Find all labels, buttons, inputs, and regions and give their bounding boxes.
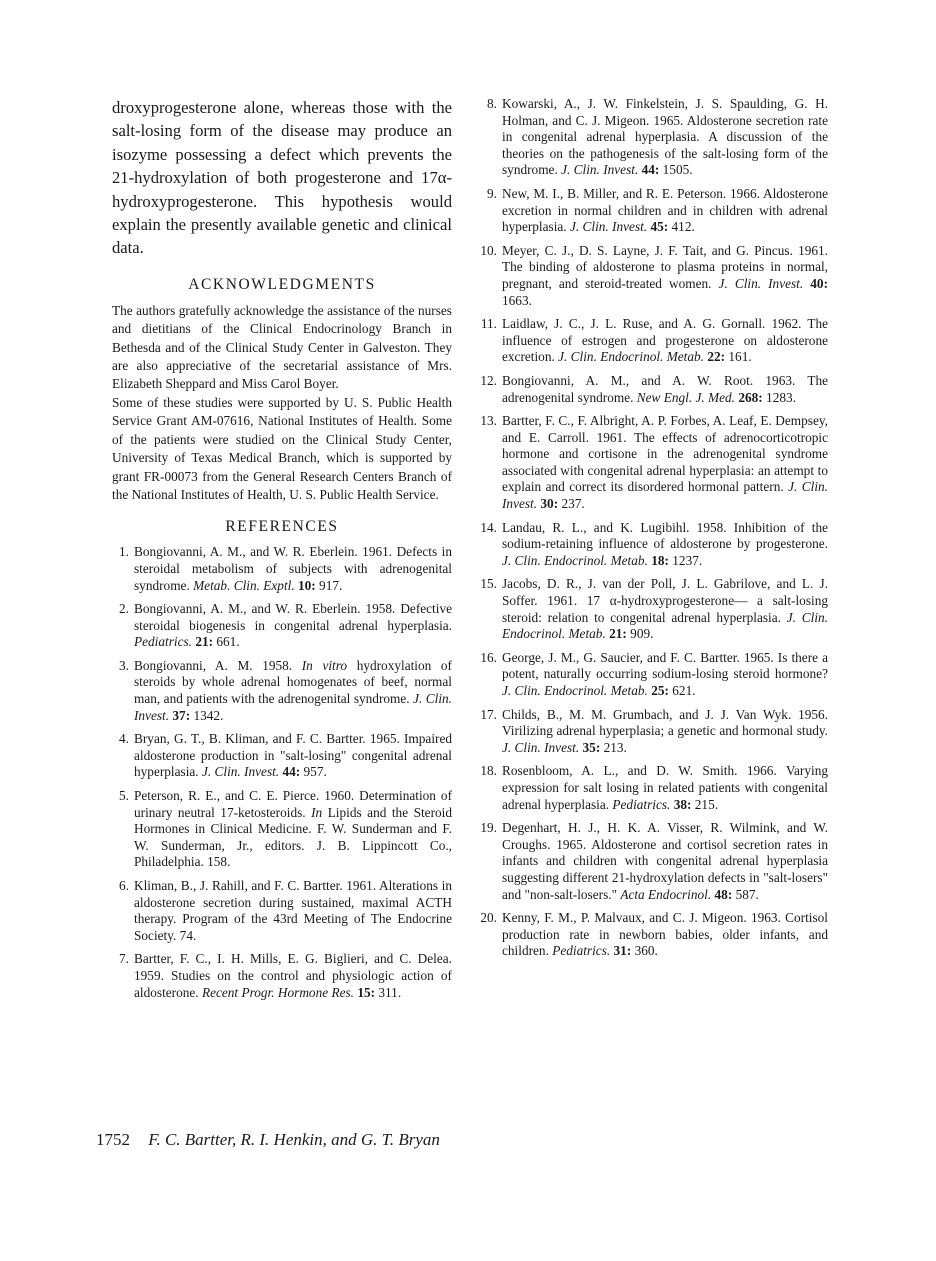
reference-text: Degenhart, H. J., H. K. A. Visser, R. Wilmink, and W. Croughs. 1965. Aldosterone and cortisol secretion rates in infants and children with congenital adrenal hyperplasia suggesting different 21-hydroxylation defects in "salt-losers" and "non-salt-losers." xyxy=(502,820,828,902)
reference-journal: J. Clin. Invest. xyxy=(569,219,648,235)
reference-number: 16 . xyxy=(476,650,497,667)
right-column xyxy=(476,96,828,967)
reference-text: Bryan, G. T., B. Kliman, and F. C. Bartter. 1965. Impaired aldosterone production in "salt-losing" congenital adrenal hyperplasia. xyxy=(134,731,452,780)
reference-journal: Recent Progr. Hormone Res. xyxy=(201,984,354,1000)
reference-item xyxy=(112,658,452,724)
reference-list-left xyxy=(112,544,452,1001)
reference-volume: 18: xyxy=(651,552,669,568)
reference-item xyxy=(476,243,828,309)
reference-item xyxy=(112,731,452,781)
acknowledgments-paragraph-2: Some of these studies were supported by U. S. Public Health Service Grant AM-07616, National Institutes of Health. Some of the patients were studied on the Clinical Study Center, University of Texas Medical Branch, which is supported by grant FR-00073 from the General Research Centers Branch of the National Institutes of Health, U. S. Public Health Service. xyxy=(112,394,452,502)
running-authors: F. C. Bartter, R. I. Henkin, and G. T. Bryan xyxy=(148,1130,440,1149)
reference-pages: 1342. xyxy=(193,707,224,723)
reference-pages: 1505. xyxy=(662,162,693,178)
acknowledgments-heading: ACKNOWLEDGMENTS xyxy=(188,275,376,293)
reference-number: 3 . xyxy=(112,658,129,675)
reference-text: Kliman, B., J. Rahill, and F. C. Bartter. 1961. Alterations in aldosterone secretion during sustained, maximal ACTH therapy. Program of the 43rd Meeting of The Endocrine Society. 74. xyxy=(134,878,452,943)
reference-text: Landau, R. L., and K. Lugibihl. 1958. Inhibition of the sodium-retaining influence of aldosterone by progesterone. xyxy=(502,519,828,552)
reference-pages: 1283. xyxy=(766,389,796,405)
reference-text: hydroxylation of steroids by whole adrenal homogenates of beef, normal man, and patients with the adrenogenital syndrome. xyxy=(134,657,452,707)
reference-pages: 360. xyxy=(634,943,658,959)
reference-volume: 268: xyxy=(738,389,763,405)
body-paragraph: droxyprogesterone alone, whereas those with the salt-losing form of the disease may produce an isozyme possessing a defect which prevents the 21-hydroxylation of both progesterone and 17α-hydroxyprogesterone. This hypothesis would explain the presently available genetic and clinical data. xyxy=(112,98,452,258)
reference-number: 1 . xyxy=(112,544,129,561)
reference-number: 8 . xyxy=(476,96,497,113)
reference-volume: 31: xyxy=(613,943,632,959)
reference-journal: J. Clin. Endocrinol. Metab. xyxy=(502,552,648,568)
reference-text: New, M. I., B. Miller, and R. E. Peterson. 1966. Aldosterone excretion in normal children and in children with adrenal hyperplasia. xyxy=(502,185,828,235)
reference-list-right xyxy=(476,96,828,960)
reference-journal: Metab. Clin. Exptl. xyxy=(193,577,295,593)
reference-text: Bongiovanni, A. M., and W. R. Eberlein. 1961. Defects in steroidal metabolism of subjects with adrenogenital syndrome. xyxy=(134,544,452,593)
reference-volume: 44: xyxy=(641,162,660,178)
reference-item xyxy=(476,820,828,903)
reference-number: 14 . xyxy=(476,520,497,537)
reference-number: 2 . xyxy=(112,601,129,618)
reference-number: 7 . xyxy=(112,951,129,968)
reference-text: Bongiovanni, A. M., and A. W. Root. 1963. The adrenogenital syndrome. xyxy=(502,372,828,405)
reference-text: Jacobs, D. R., J. van der Poll, J. L. Gabrilove, and L. J. Soffer. 1961. 17 α-hydroxyprogesterone— a salt-losing steroid: relation to congenital adrenal hyperplasia. xyxy=(502,576,828,625)
reference-pages: 311. xyxy=(378,984,402,1000)
reference-item xyxy=(476,520,828,570)
reference-item xyxy=(112,788,452,871)
reference-pages: 957. xyxy=(303,764,327,780)
reference-item xyxy=(476,763,828,813)
reference-text: Bartter, F. C., I. H. Mills, E. G. Biglieri, and C. Delea. 1959. Studies on the control and physiologic action of aldosterone. xyxy=(134,951,452,1000)
reference-item xyxy=(476,910,828,960)
reference-text: Meyer, C. J., D. S. Layne, J. F. Tait, and G. Pincus. 1961. The binding of aldosterone to plasma proteins in normal, pregnant, and steroid-treated women. xyxy=(502,242,828,291)
reference-volume: 21: xyxy=(609,626,627,642)
reference-journal: Pediatrics. xyxy=(134,634,192,650)
reference-item xyxy=(112,951,452,1001)
reference-volume: 22: xyxy=(707,349,726,365)
reference-volume: 10: xyxy=(297,577,316,593)
reference-journal: Acta Endocrinol. xyxy=(620,886,712,902)
reference-number: 4 . xyxy=(112,731,129,748)
reference-number: 12 . xyxy=(476,373,497,390)
reference-journal: J. Clin. Endocrinol. Metab. xyxy=(558,349,705,365)
reference-volume: 21: xyxy=(195,634,214,650)
left-column xyxy=(112,96,452,1008)
reference-number: 10 . xyxy=(476,243,497,260)
reference-item xyxy=(112,601,452,651)
reference-journal: J. Clin. Invest. xyxy=(502,739,580,755)
reference-pages: 1237. xyxy=(672,552,703,568)
reference-item xyxy=(476,373,828,406)
reference-lead-text: Peterson, R. E., and C. E. Pierce. 1960. Determination of urinary neutral 17-ketosteroids. xyxy=(134,788,452,820)
reference-text: Childs, B., M. M. Grumbach, and J. J. Van Wyk. 1956. Virilizing adrenal hyperplasia; a genetic and hormonal study. xyxy=(502,706,828,739)
reference-text: Lipids and the Steroid Hormones in Clinical Medicine. F. W. Sunderman and F. W. Sunderman, Jr., editors. J. B. Lippincott Co., Philadelphia. 158. xyxy=(134,804,452,870)
page-footer xyxy=(96,1130,440,1150)
reference-number: 11 . xyxy=(476,316,497,333)
reference-item xyxy=(476,316,828,366)
reference-volume: 45: xyxy=(650,219,669,235)
reference-pages: 587. xyxy=(735,886,759,902)
reference-journal: Pediatrics. xyxy=(612,796,671,812)
reference-journal: Pediatrics. xyxy=(552,943,611,959)
reference-italic-term: In xyxy=(311,804,323,820)
reference-item xyxy=(476,186,828,236)
reference-text: Bartter, F. C., F. Albright, A. P. Forbes, A. Leaf, E. Dempsey, and E. Carroll. 1961. The effects of adrenocorticotropic hormone and cortisone in the adrenogenital syndrome associated with congenital adrenal hyperplasia: an attempt to explain and correct its disordered hormonal pattern. xyxy=(502,413,828,495)
reference-volume: 40: xyxy=(810,275,828,291)
reference-volume: 37: xyxy=(172,707,191,723)
reference-number: 6 . xyxy=(112,878,129,895)
reference-volume: 15: xyxy=(357,984,376,1000)
reference-pages: 213. xyxy=(603,739,627,755)
reference-item xyxy=(476,413,828,513)
reference-pages: 237. xyxy=(561,496,585,512)
reference-number: 9 . xyxy=(476,186,497,203)
reference-lead-text: Bongiovanni, A. M. 1958. xyxy=(134,657,293,673)
reference-volume: 35: xyxy=(582,739,601,755)
reference-item xyxy=(476,650,828,700)
reference-item xyxy=(476,576,828,642)
reference-item xyxy=(112,544,452,594)
reference-journal: J. Clin. Invest. xyxy=(201,764,280,780)
reference-pages: 412. xyxy=(671,219,695,235)
reference-volume: 30: xyxy=(540,496,559,512)
reference-italic-term: In vitro xyxy=(301,657,348,673)
reference-text: Kowarski, A., J. W. Finkelstein, J. S. Spaulding, G. H. Holman, and C. J. Migeon. 1965. Aldosterone secretion rate in congenital adrenal hyperplasia. A discussion of the theories on the pathogenesis of the salt-losing form of the syndrome. xyxy=(502,96,828,178)
reference-volume: 38: xyxy=(673,796,692,812)
reference-pages: 1663. xyxy=(502,292,532,308)
reference-journal: J. Clin. Invest. xyxy=(561,162,639,178)
reference-number: 19 . xyxy=(476,820,497,837)
reference-item xyxy=(112,878,452,944)
reference-pages: 917. xyxy=(319,577,343,593)
reference-journal: J. Clin. Invest. xyxy=(134,691,453,723)
reference-number: 17 . xyxy=(476,707,497,724)
page-number: 1752 xyxy=(96,1130,130,1149)
reference-pages: 661. xyxy=(216,634,240,650)
reference-volume: 48: xyxy=(714,886,733,902)
reference-pages: 161. xyxy=(728,349,752,365)
reference-journal: J. Clin. Invest. xyxy=(718,275,804,291)
reference-volume: 25: xyxy=(651,683,669,698)
references-heading: REFERENCES xyxy=(225,518,339,536)
reference-number: 15 . xyxy=(476,576,497,593)
reference-number: 18 . xyxy=(476,763,497,780)
reference-journal: J. Clin. Endocrinol. Metab. xyxy=(502,609,828,642)
reference-journal: J. Clin. Invest. xyxy=(502,479,829,512)
reference-text: George, J. M., G. Saucier, and F. C. Bartter. 1965. Is there a potent, naturally occurring sodium-losing steroid hormone? xyxy=(502,649,828,682)
reference-number: 13 . xyxy=(476,413,497,430)
reference-pages: 621. xyxy=(672,683,696,698)
reference-item xyxy=(476,707,828,757)
reference-pages: 909. xyxy=(630,626,654,642)
acknowledgments-paragraph-1: The authors gratefully acknowledge the assistance of the nurses and dietitians of the Clinical Endocrinology Branch in Bethesda and of the Clinical Study Center in Galveston. They are also appreciative of the secretarial assistance of Mrs. Elizabeth Sheppard and Miss Carol Boyer. xyxy=(112,302,452,392)
reference-volume: 44: xyxy=(282,764,301,780)
reference-text: Laidlaw, J. C., J. L. Ruse, and A. G. Gornall. 1962. The influence of estrogen and progesterone on aldosterone excretion. xyxy=(502,316,828,365)
reference-number: 5 . xyxy=(112,788,129,805)
reference-text: Kenny, F. M., P. Malvaux, and C. J. Migeon. 1963. Cortisol production rate in newborn babies, older infants, and children. xyxy=(502,910,828,959)
reference-item xyxy=(476,96,828,179)
reference-journal: J. Clin. Endocrinol. Metab. xyxy=(502,683,648,698)
reference-journal: New Engl. J. Med. xyxy=(636,389,736,405)
reference-text: Bongiovanni, A. M., and W. R. Eberlein. 1958. Defective steroidal biogenesis in congenital adrenal hyperplasia. xyxy=(134,601,452,633)
reference-text: Rosenbloom, A. L., and D. W. Smith. 1966. Varying expression for salt losing in related patients with congenital adrenal hyperplasia. xyxy=(502,763,828,812)
reference-pages: 215. xyxy=(694,796,719,812)
reference-number: 20 . xyxy=(476,910,497,927)
